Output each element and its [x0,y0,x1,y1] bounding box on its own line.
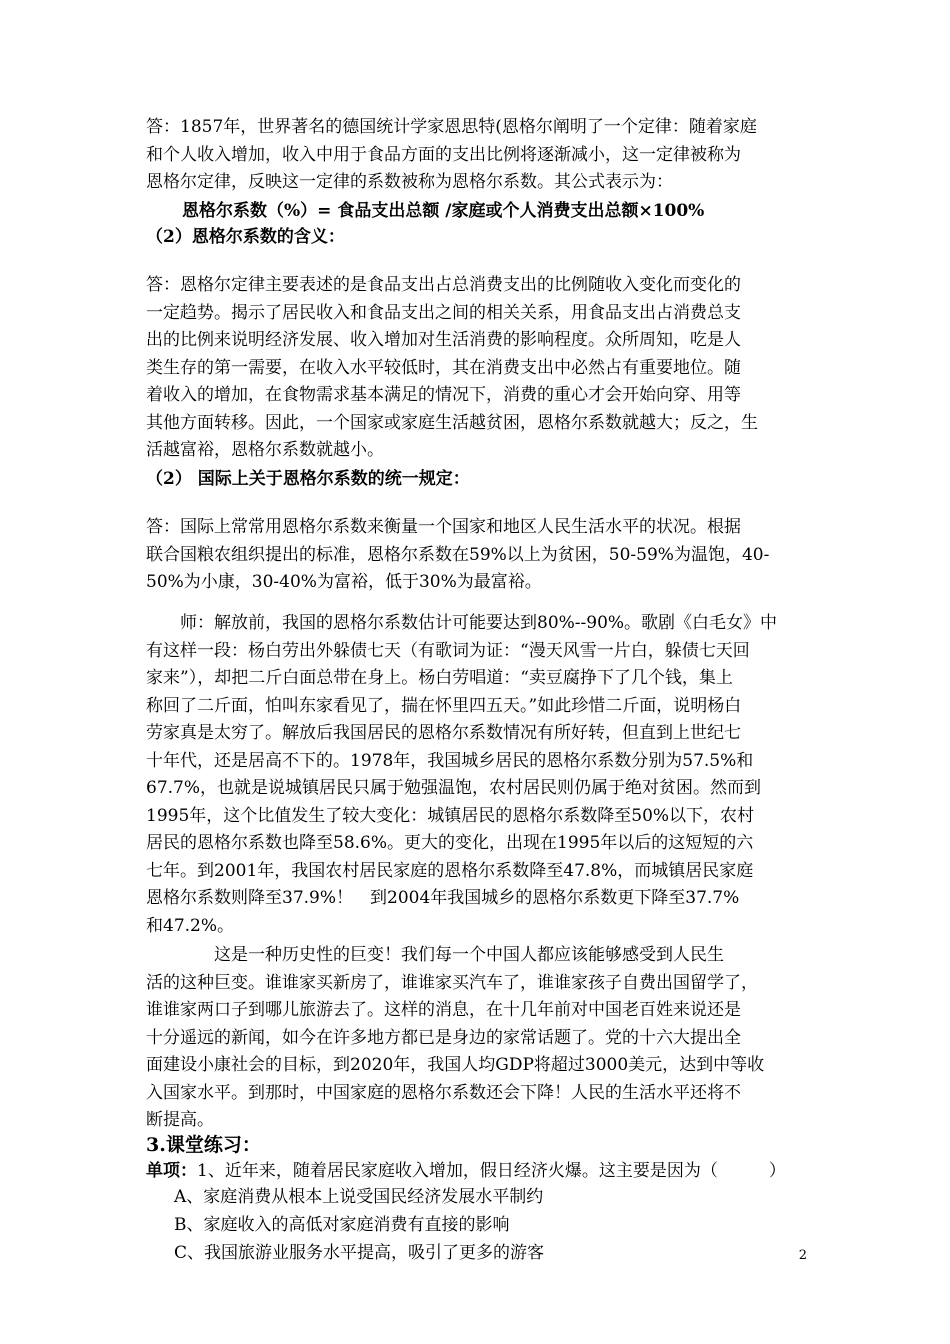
text-line: 劳家真是太穷了。解放后我国居民的恩格尔系数情况有所好转，但直到上世纪七 [146,723,741,743]
question-line [146,1158,808,1186]
international-paragraph [146,514,808,597]
exercise-question [146,1158,808,1186]
intro-paragraph [146,114,808,197]
question-prefix: 单项： [146,1161,197,1181]
text-line: 活的这种巨变。谁谁家买新房了，谁谁家买汽车了，谁谁家孩子自费出国留学了， [146,972,758,993]
text-line: 着收入的增加，在食物需求基本满足的情况下，消费的重心才会开始向穿、用等 [146,385,741,405]
text-line: 活越富裕，恩格尔系数就越小。 [146,440,384,460]
text-line: 出的比例来说明经济发展、收入增加对生活消费的影响程度。众所周知，吃是人 [146,330,741,350]
text-line: 恩格尔定律，反映这一定律的系数被称为恩格尔系数。其公式表示为： [146,172,673,192]
page-number: 2 [798,1248,807,1263]
section-heading-meaning: （2）恩格尔系数的含义： [146,227,345,247]
text-line: 谁谁家两口子到哪儿旅游去了。这样的消息，在十几年前对中国老百姓来说还是 [146,1000,741,1020]
text-line: 答：恩格尔定律主要表述的是食品支出占总消费支出的比例随收入变化而变化的 [146,275,741,295]
text-line: 67.7%，也就是说城镇居民只属于勉强温饱，农村居民则仍属于绝对贫困。然而到 [146,778,762,798]
text-line: 答：1857年，世界著名的德国统计学家恩思特(恩格尔阐明了一个定律：随着家庭 [146,117,757,137]
text-line: 1995年，这个比值发生了较大变化：城镇居民的恩格尔系数降至50%以下，农村 [146,805,755,826]
teacher-paragraph [146,610,808,940]
text-line: 入国家水平。到那时，中国家庭的恩格尔系数还会下降！人民的生活水平还将不 [146,1082,741,1103]
text-line: 居民的恩格尔系数也降至58.6%。更大的变化，出现在1995年以后的这短短的六 [146,833,754,853]
text-line: 类生存的第一需要，在收入水平较低时，其在消费支出中必然占有重要地位。随 [146,357,741,378]
text-line: 称回了二斤面，怕叫东家看见了，揣在怀里四五天。”如此珍惜二斤面，说明杨白 [146,695,742,716]
change-paragraph [146,942,808,1135]
text-line: 其他方面转移。因此，一个国家或家庭生活越贫困，恩格尔系数就越大；反之，生 [146,412,758,433]
text-line: 和47.2%。 [146,915,235,936]
text-line: 恩格尔系数则降至37.9%！ 到2004年我国城乡的恩格尔系数更下降至37.7% [146,888,740,908]
text-line: 师：解放前，我国的恩格尔系数估计可能要达到80%--90%。歌剧《白毛女》中 [146,613,778,633]
text-line: 答：国际上常常用恩格尔系数来衡量一个国家和地区人民生活水平的状况。根据 [146,517,741,537]
text-line: 一定趋势。揭示了居民收入和食品支出之间的相关关系，用食品支出占消费总支 [146,302,741,323]
option-c: C、我国旅游业服务水平提高，吸引了更多的游客 [174,1243,545,1263]
meaning-paragraph [146,272,808,465]
text-line: 断提高。 [146,1110,214,1130]
text-line: 联合国粮农组织提出的标准，恩格尔系数在59%以上为贫困，50-59%为温饱，40- [146,544,770,565]
text-line: 50%为小康，30-40%为富裕，低于30%为最富裕。 [146,572,542,592]
text-line: 有这样一段：杨白劳出外躲债七天（有歌词为证：“漫天风雪一片白，躲债七天回 [146,640,750,661]
option-b: B、家庭收入的高低对家庭消费有直接的影响 [174,1215,510,1235]
formula: 恩格尔系数（%）= 食品支出总额 /家庭或个人消费支出总额×100% [182,201,705,221]
text-line: 七年。到2001年，我国农村居民家庭的恩格尔系数降至47.8%，而城镇居民家庭 [146,860,754,881]
text-line: 和个人收入增加，收入中用于食品方面的支出比例将逐渐减小，这一定律被称为 [146,144,741,165]
text-line: 这是一种历史性的巨变！我们每一个中国人都应该能够感受到人民生 [146,945,724,965]
text-line: 面建设小康社会的目标，到2020年，我国人均GDP将超过3000美元，达到中等收 [146,1055,765,1075]
text-line: 家来”），却把二斤白面总带在身上。杨白劳唱道：“卖豆腐挣下了几个钱，集上 [146,668,733,688]
option-a: A、家庭消费从根本上说受国民经济发展水平制约 [174,1187,544,1207]
text-line: 十年代，还是居高不下的。1978年，我国城乡居民的恩格尔系数分别为57.5%和 [146,750,754,771]
question-text: 1、近年来，随着居民家庭收入增加，假日经济火爆。这主要是因为（ ） [197,1161,786,1181]
exercise-heading: 3.课堂练习： [146,1134,261,1156]
section-heading-international: （2） 国际上关于恩格尔系数的统一规定： [146,469,470,489]
text-line: 十分遥远的新闻，如今在许多地方都已是身边的家常话题了。党的十六大提出全 [146,1027,741,1048]
